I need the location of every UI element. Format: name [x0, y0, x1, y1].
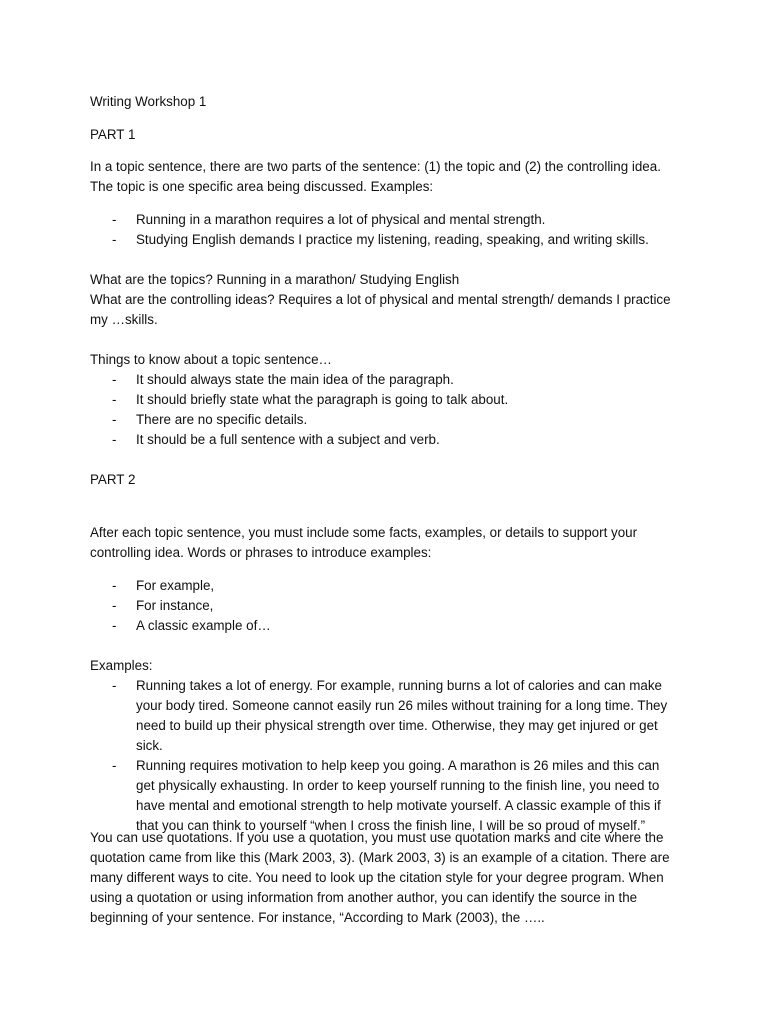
- bullet-dash: -: [112, 578, 117, 593]
- bullet-dash: -: [112, 758, 117, 773]
- phrases-list: [90, 576, 672, 636]
- bullet-dash: -: [112, 392, 117, 407]
- list-item: - Running in a marathon requires a lot of physical and mental strength.: [90, 210, 672, 230]
- list-item: - For instance,: [90, 596, 672, 616]
- bullet-dash: -: [112, 212, 117, 227]
- bullet-dash: -: [112, 678, 117, 693]
- examples-list: [90, 676, 672, 836]
- bullet-dash: -: [112, 372, 117, 387]
- part1-example-list: [90, 210, 672, 250]
- examples-heading: Examples:: [90, 658, 153, 673]
- part1-intro: In a topic sentence, there are two parts of the sentence: (1) the topic and (2) the controlling idea. The topic is one specific area being discussed. Examples:: [90, 159, 661, 194]
- list-item: - Running requires motivation to help keep you going. A marathon is 26 miles and this can get physically exhausting. In order to keep yourself running to the finish line, you need to have mental and emotional strength to help motivate yourself. A classic example of this if that you can think to yourself “when I cross the finish line, I will be so proud of myself.”: [112, 758, 661, 833]
- bullet-dash: -: [112, 412, 117, 427]
- list-item: - A classic example of…: [90, 616, 672, 636]
- things-list: [90, 370, 672, 450]
- bullet-dash: -: [112, 598, 117, 613]
- bullet-dash: -: [112, 232, 117, 247]
- topics-line: What are the topics? Running in a marathon/ Studying English: [90, 272, 460, 287]
- list-item: - There are no specific details.: [90, 410, 672, 430]
- quotation-paragraph: You can use quotations. If you use a quotation, you must use quotation marks and cite where the quotation came from like this (Mark 2003, 3). (Mark 2003, 3) is an example of a citation. There are many different ways to cite. You need to look up the citation style for your degree program. When using a quotation or using information from another author, you can identify the source in the beginning of your sentence. For instance, “According to Mark (2003), the …..: [90, 830, 670, 925]
- controlling-ideas-line: What are the controlling ideas? Requires a lot of physical and mental strength/ demands I practice my …skills.: [90, 292, 671, 327]
- things-heading: Things to know about a topic sentence…: [90, 352, 332, 367]
- part2-intro: After each topic sentence, you must include some facts, examples, or details to support your controlling idea. Words or phrases to introduce examples:: [90, 525, 638, 560]
- list-item: - Running takes a lot of energy. For example, running burns a lot of calories and can make your body tired. Someone cannot easily run 26 miles without training for a long time. They need to build up their physical strength over time. Otherwise, they may get injured or get sick.: [112, 678, 668, 753]
- list-item: - It should be a full sentence with a subject and verb.: [90, 430, 672, 450]
- list-item: - Studying English demands I practice my listening, reading, speaking, and writing skills.: [90, 230, 672, 250]
- bullet-dash: -: [112, 618, 117, 633]
- part2-heading: PART 2: [90, 472, 136, 487]
- bullet-dash: -: [112, 432, 117, 447]
- list-item: - It should briefly state what the paragraph is going to talk about.: [90, 390, 672, 410]
- list-item: - It should always state the main idea of the paragraph.: [90, 370, 672, 390]
- list-item: - For example,: [90, 576, 672, 596]
- document-title: Writing Workshop 1: [90, 94, 207, 109]
- part1-heading: PART 1: [90, 127, 136, 142]
